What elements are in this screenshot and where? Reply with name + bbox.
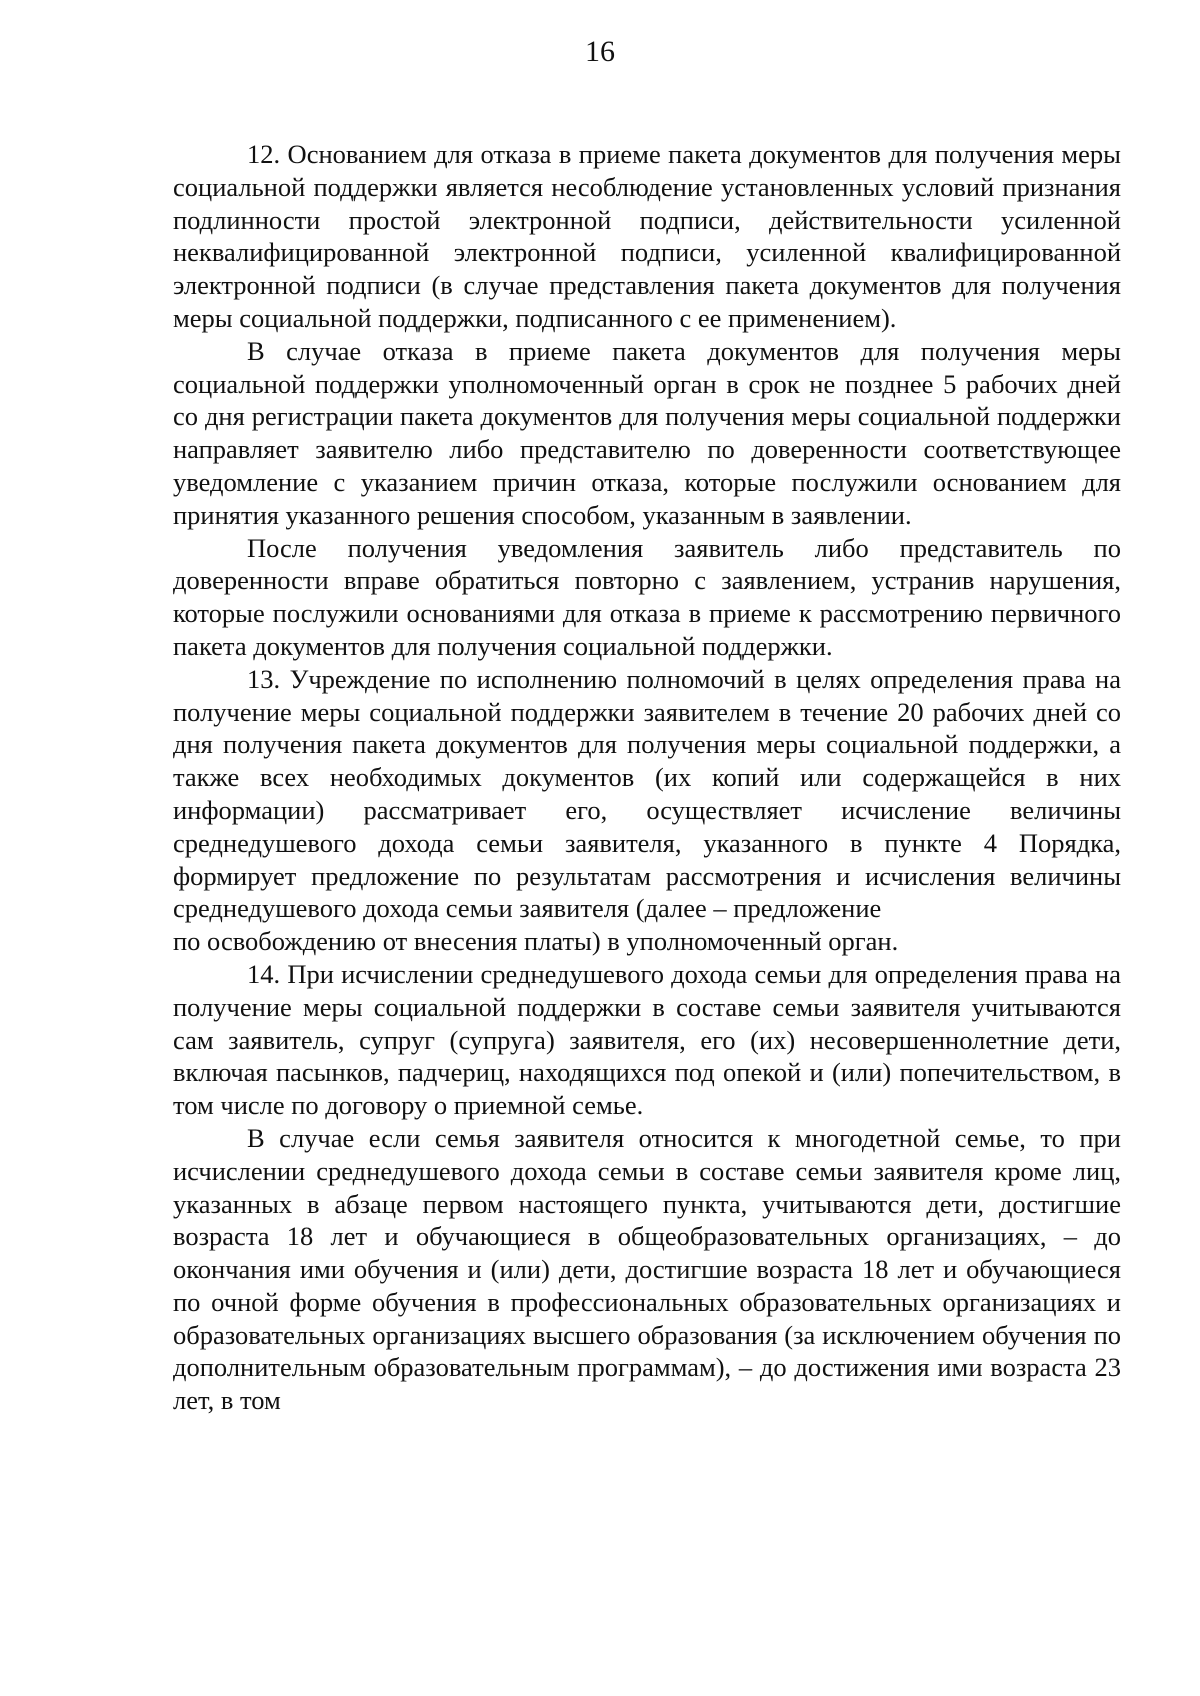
paragraph-13: 13. Учреждение по исполнению полномочий в целях определения права на получение меры социальной поддержки заявителем в течение 20 рабочих дней со дня получения пакета документов для получения меры социальной поддержки, а также всех необходимых документов (их копий или содержащейся в них информации) рассматривает его, осуществляет исчисление величины среднедушевого дохода семьи заявителя, указанного в пункте 4 Порядка, формирует предложение по результатам рассмотрения и исчисления величины среднедушевого дохода семьи заявителя (далее – предложение [173, 663, 1121, 924]
document-body [173, 138, 1121, 1417]
paragraph-large-family: В случае если семья заявителя относится к многодетной семье, то при исчислении среднедушевого дохода семьи в составе семьи заявителя кроме лиц, указанных в абзаце первом настоящего пункта, учитываются дети, достигшие возраста 18 лет и обучающиеся в общеобразовательных организациях, – до окончания ими обучения и (или) дети, достигшие возраста 18 лет и обучающиеся по очной форме обучения в профессиональных образовательных организациях и образовательных организациях высшего образования (за исключением обучения по дополнительным образовательным программам), – до достижения ими возраста 23 лет, в том [173, 1122, 1121, 1416]
paragraph-resubmission: После получения уведомления заявитель либо представитель по доверенности вправе обратиться повторно с заявлением, устранив нарушения, которые послужили основаниями для отказа в приеме к рассмотрению первичного пакета документов для получения социальной поддержки. [173, 532, 1121, 661]
paragraph-12: 12. Основанием для отказа в приеме пакета документов для получения меры социальной поддержки является несоблюдение установленных условий признания подлинности простой электронной подписи, действительности усиленной неквалифицированной электронной подписи, усиленной квалифицированной электронной подписи (в случае представления пакета документов для получения меры социальной поддержки, подписанного с ее применением). [173, 139, 1121, 333]
paragraph-13-continuation: по освобождению от внесения платы) в уполномоченный орган. [173, 926, 899, 957]
page-number: 16 [585, 35, 615, 68]
paragraph-14: 14. При исчислении среднедушевого дохода семьи для определения права на получение меры социальной поддержки в составе семьи заявителя учитываются сам заявитель, супруг (супруга) заявителя, его (их) несовершеннолетние дети, включая пасынков, падчериц, находящихся под опекой и (или) попечительством, в том числе по договору о приемной семье. [173, 958, 1121, 1121]
paragraph-refusal-notice: В случае отказа в приеме пакета документов для получения меры социальной поддержки уполномоченный орган в срок не позднее 5 рабочих дней со дня регистрации пакета документов для получения меры социальной поддержки направляет заявителю либо представителю по доверенности соответствующее уведомление с указанием причин отказа, которые послужили основанием для принятия указанного решения способом, указанным в заявлении. [173, 335, 1121, 530]
